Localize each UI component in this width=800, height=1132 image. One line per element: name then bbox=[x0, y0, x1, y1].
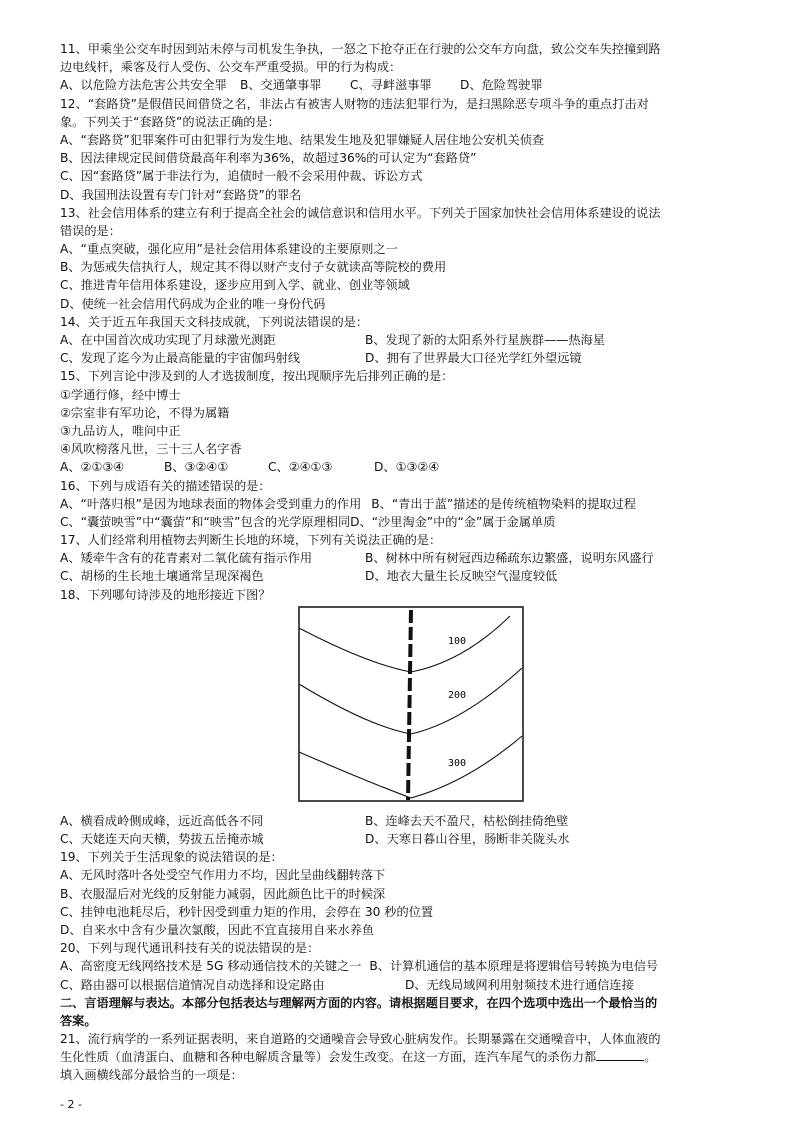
q17-stem-1: 17、人们经常利用植物去判断生长地的环境，下列有关说法正确的是： bbox=[60, 533, 442, 548]
q14-option-c: C、发现了迄今为止最高能量的宇宙伽玛射线 bbox=[60, 351, 301, 366]
contour-figure bbox=[60, 606, 750, 806]
q12-stem-2: 象。下列关于“套路贷”的说法正确的是： bbox=[60, 114, 280, 129]
q11-option-c: C、寻衅滋事罪 bbox=[350, 78, 432, 93]
q18-option-b: B、连峰去天不盈尺，枯松倒挂倚绝壁 bbox=[365, 813, 569, 828]
q15-item-2: ②宗室非有军功论，不得为属籍 bbox=[60, 405, 230, 420]
contour-label-300: 300 bbox=[448, 757, 467, 769]
q15-item-3: ③九品访人，唯问中正 bbox=[60, 423, 181, 438]
document-page bbox=[60, 40, 750, 1085]
q17-option-d: D、地衣大量生长反映空气湿度较低 bbox=[365, 569, 558, 584]
q17-option-b: B、树林中所有树冠西边稀疏东边繁盛，说明东风盛行 bbox=[365, 551, 654, 566]
q15-item-1: ①学通行修，经中博士 bbox=[60, 387, 181, 402]
q14-options-row-1 bbox=[60, 331, 750, 349]
q20-option-c: C、路由器可以根据信道情况自动选择和设定路由 bbox=[60, 977, 325, 992]
q15-option-d: D、①③②④ bbox=[374, 460, 440, 475]
q19-stem-1: 19、下列关于生活现象的说法错误的是： bbox=[60, 850, 283, 865]
q16-options-row-2 bbox=[60, 513, 750, 531]
q19-option-c: C、挂钟电池耗尽后，秒针因受到重力矩的作用，会停在 30 秒的位置 bbox=[60, 904, 434, 919]
q17-option-a: A、矮牵牛含有的花青素对二氧化硫有指示作用 bbox=[60, 551, 313, 566]
q16-option-a: A、“叶落归根”是因为地球表面的物体会受到重力的作用 bbox=[60, 496, 362, 511]
q13-stem-2: 错误的是： bbox=[60, 223, 121, 238]
q16-options-row-1 bbox=[60, 495, 750, 513]
q20-option-d: D、无线局域网利用射频技术进行通信连接 bbox=[405, 977, 634, 992]
q14-option-a: A、在中国首次成功实现了月球激光测距 bbox=[60, 333, 276, 347]
contour-label-200: 200 bbox=[448, 689, 467, 701]
q16-option-c: C、“囊萤映雪”中“囊萤”和“映雪”包含的光学原理相同 bbox=[60, 514, 351, 529]
q20-stem-1: 20、下列与现代通讯科技有关的说法错误的是： bbox=[60, 941, 320, 956]
q15-item-4: ④风吹榜落凡世，三十三人名字香 bbox=[60, 442, 242, 457]
q20-option-b: B、计算机通信的基本原理是将逻辑信号转换为电信号 bbox=[369, 959, 659, 974]
q18-options-row-2 bbox=[60, 830, 750, 848]
q15-option-b: B、③②④① bbox=[164, 460, 229, 475]
q15-stem-1: 15、下列言论中涉及到的人才选拔制度，按出现顺序先后排列正确的是： bbox=[60, 369, 454, 384]
q11-option-b: B、交通肇事罪 bbox=[240, 78, 322, 93]
q14-option-b: B、发现了新的太阳系外行星族群——热海星 bbox=[365, 333, 605, 347]
q16-option-d: D、“沙里淘金”中的“金”属于金属单质 bbox=[350, 514, 556, 529]
q16-option-b: B、“青出于蓝”描述的是传统植物染料的提取过程 bbox=[371, 496, 637, 511]
q21-stem-2-end: 。 bbox=[644, 1050, 657, 1065]
q17-options-row-2 bbox=[60, 567, 750, 585]
q15-option-a: A、②①③④ bbox=[60, 460, 125, 475]
q21-stem-1: 21、流行病学的一系列证据表明，来自道路的交通噪音会导致心脏病发作。长期暴露在交通噪音中，人体血液的 bbox=[60, 1032, 661, 1047]
q20-options-row-1 bbox=[60, 957, 750, 975]
contour-map bbox=[298, 606, 524, 802]
q18-options-row-1 bbox=[60, 812, 750, 830]
q18-option-c: C、天姥连天向天横，势拔五岳掩赤城 bbox=[60, 832, 264, 846]
q11-option-d: D、危险驾驶罪 bbox=[460, 78, 543, 93]
q19-option-a: A、无风时落叶各处受空气作用力不均，因此呈曲线翻转落下 bbox=[60, 868, 386, 883]
q21-blank bbox=[596, 1048, 644, 1061]
q19-option-b: B、衣服湿后对光线的反射能力减弱，因此颜色比干的时候深 bbox=[60, 886, 386, 901]
q15-option-c: C、②④①③ bbox=[268, 460, 333, 475]
section-2-heading-2: 答案。 bbox=[60, 1013, 97, 1028]
q20-option-a: A、高密度无线网络技术是 5G 移动通信技术的关键之一 bbox=[60, 959, 362, 974]
q12-option-c: C、因“套路贷”属于非法行为，追债时一般不会采用仲裁、诉讼方式 bbox=[60, 169, 423, 184]
q14-option-d: D、拥有了世界最大口径光学红外望远镜 bbox=[365, 351, 582, 366]
q15-options bbox=[60, 458, 750, 476]
q13-option-c: C、推进青年信用体系建设，逐步应用到入学、就业、创业等领域 bbox=[60, 278, 410, 293]
q14-options-row-2 bbox=[60, 349, 750, 367]
q19-option-d: D、自来水中含有少量次氯酸，因此不宜直接用自来水养鱼 bbox=[60, 922, 375, 937]
q18-option-a: A、横看成岭侧成峰，远近高低各不同 bbox=[60, 813, 264, 828]
q16-stem-1: 16、下列与成语有关的描述错误的是： bbox=[60, 478, 271, 493]
q12-option-b: B、因法律规定民间借贷最高年利率为36%，故超过36%的可认定为“套路贷” bbox=[60, 151, 477, 166]
q13-option-a: A、“重点突破，强化应用”是社会信用体系建设的主要原则之一 bbox=[60, 242, 398, 257]
q12-stem-1: 12、“套路贷”是假借民间借贷之名，非法占有被害人财物的违法犯罪行为，是扫黑除恶专项斗争的重点打击对 bbox=[60, 96, 649, 111]
q21-stem-2-text: 生化性质（血清蛋白、血糖和各种电解质含量等）会发生改变。在这一方面，连汽车尾气的杀伤力都 bbox=[60, 1050, 597, 1065]
q13-option-b: B、为惩戒失信执行人，规定其不得以财产支付子女就读高等院校的费用 bbox=[60, 260, 447, 275]
q11-options bbox=[60, 76, 750, 94]
contour-label-100: 100 bbox=[448, 635, 467, 647]
q13-stem-1: 13、社会信用体系的建立有利于提高全社会的诚信意识和信用水平。下列关于国家加快社会信用体系建设的说法 bbox=[60, 205, 661, 220]
q20-options-row-2 bbox=[60, 976, 750, 994]
q11-option-a: A、以危险方法危害公共安全罪 bbox=[60, 78, 227, 93]
q18-option-d: D、天寒日暮山谷里，肠断非关陇头水 bbox=[365, 832, 570, 846]
section-2-heading-1: 二、言语理解与表达。本部分包括表达与理解两方面的内容。请根据题目要求，在四个选项中选出一个最恰当的 bbox=[60, 995, 658, 1010]
q11-stem-1: 11、甲乘坐公交车时因到站未停与司机发生争执，一怒之下抢夺正在行驶的公交车方向盘，致公交车失控撞到路 bbox=[60, 42, 661, 56]
q11-stem-2: 边电线杆，乘客及行人受伤、公交车严重受损。甲的行为构成： bbox=[60, 60, 402, 75]
page-number: - 2 - bbox=[60, 1098, 82, 1111]
q17-option-c: C、胡杨的生长地土壤通常呈现深褐色 bbox=[60, 569, 264, 584]
q12-option-a: A、“套路贷”犯罪案件可由犯罪行为发生地、结果发生地及犯罪嫌疑人居住地公安机关侦查 bbox=[60, 132, 545, 147]
q17-options-row-1 bbox=[60, 549, 750, 567]
q13-option-d: D、使统一社会信用代码成为企业的唯一身份代码 bbox=[60, 296, 326, 311]
q21-stem-2 bbox=[60, 1048, 750, 1066]
q21-stem-3: 填入画横线部分最恰当的一项是： bbox=[60, 1068, 243, 1083]
q14-stem-1: 14、关于近五年我国天文科技成就，下列说法错误的是： bbox=[60, 314, 369, 329]
q12-option-d: D、我国刑法设置有专门针对“套路贷”的罪名 bbox=[60, 187, 302, 202]
q18-stem-1: 18、下列哪句诗涉及的地形接近下图？ bbox=[60, 587, 271, 602]
